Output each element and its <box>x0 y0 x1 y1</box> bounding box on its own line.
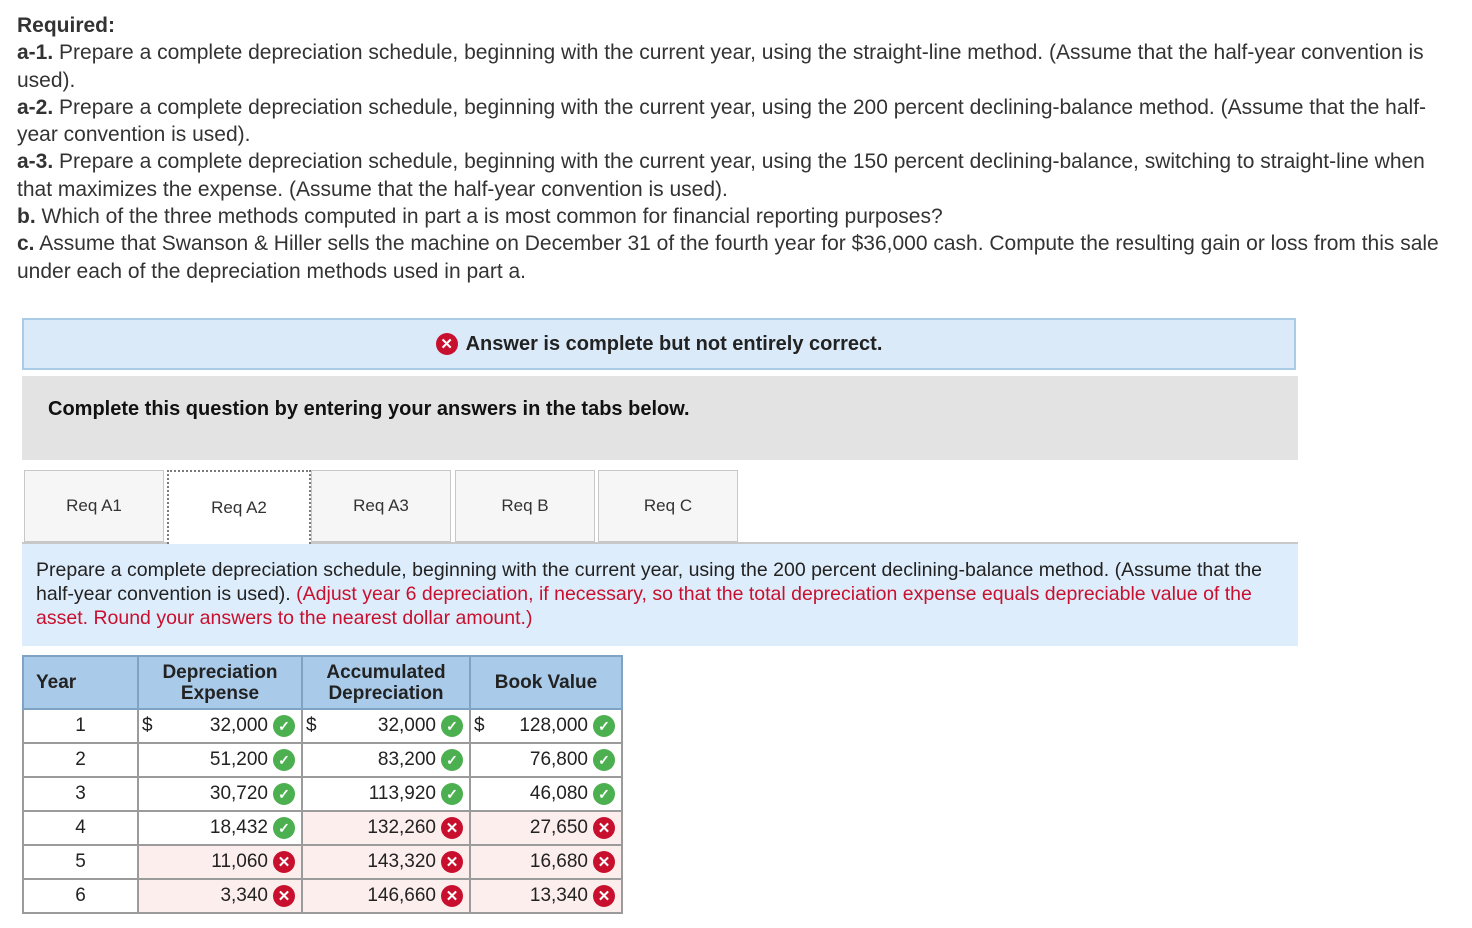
table-body <box>23 709 622 913</box>
table-row <box>23 879 622 913</box>
item-tag: a-2. <box>17 95 54 119</box>
question-note: (Adjust year 6 depreciation, if necessary, so that the total depreciation expense equals depreciable value of the asset. Round your answers to the nearest dollar amount.) <box>36 583 1252 629</box>
check-icon: ✓ <box>273 817 295 839</box>
accumulated-depreciation-value: 113,920 <box>368 783 436 804</box>
required-item-c <box>17 230 1447 285</box>
accumulated-depreciation-value: 146,660 <box>367 885 436 906</box>
accumulated-depreciation-value: 132,260 <box>367 817 436 838</box>
book-value-cell[interactable] <box>470 709 622 743</box>
required-section <box>17 12 1447 285</box>
book-value-value: 27,650 <box>529 817 588 838</box>
book-value-value: 76,800 <box>529 749 588 770</box>
item-text: Prepare a complete depreciation schedule, beginning with the current year, using the 200 percent declining-balance method. (Assume that the half-year convention is used). <box>17 95 1427 147</box>
depreciation-expense-value: 30,720 <box>209 783 268 804</box>
accumulated-depreciation-cell[interactable] <box>302 777 470 811</box>
tab-bar <box>22 470 1298 544</box>
depreciation-expense-value: 11,060 <box>211 851 268 872</box>
year-cell: 6 <box>23 879 138 913</box>
tab-label: Req A3 <box>353 496 409 515</box>
check-icon: ✓ <box>273 715 295 737</box>
header-line: Depreciation <box>328 682 444 704</box>
item-text: Assume that Swanson & Hiller sells the machine on December 31 of the fourth year for $36,000 cash. Compute the resulting gain or loss from this sale under each of the depreciation methods used in part a. <box>17 232 1439 283</box>
tab-label: Req A2 <box>211 498 267 517</box>
depreciation-expense-cell[interactable] <box>138 743 302 777</box>
depreciation-expense-value: 18,432 <box>209 817 268 838</box>
tab-label: Req B <box>501 496 549 515</box>
item-text: Prepare a complete depreciation schedule, beginning with the current year, using the straight-line method. (Assume that the half-year convention is used). <box>17 41 1424 92</box>
depreciation-expense-value: 3,340 <box>220 885 268 906</box>
year-cell: 2 <box>23 743 138 777</box>
book-value-cell[interactable] <box>470 879 622 913</box>
accumulated-depreciation-cell[interactable] <box>302 811 470 845</box>
instructions-panel <box>22 376 1298 460</box>
question-text: Prepare a complete depreciation schedule, beginning with the current year, using the 200 percent declining-balance method. (Assume that the half-year convention is used). <box>36 559 1263 605</box>
book-value-cell[interactable] <box>470 811 622 845</box>
currency-symbol: $ <box>142 715 153 736</box>
tab-req-c[interactable] <box>598 470 738 542</box>
table-row <box>23 743 622 777</box>
header-year: Year <box>23 656 138 709</box>
tab-req-b[interactable] <box>455 470 595 542</box>
header-line: Accumulated <box>326 661 446 683</box>
depreciation-expense-cell[interactable] <box>138 879 302 913</box>
table-row <box>23 709 622 743</box>
instructions-text: Complete this question by entering your answers in the tabs below. <box>48 398 690 420</box>
check-icon: ✓ <box>593 783 615 805</box>
table-row <box>23 777 622 811</box>
accumulated-depreciation-cell[interactable] <box>302 709 470 743</box>
table-row <box>23 845 622 879</box>
check-icon: ✓ <box>593 715 615 737</box>
x-icon: ✕ <box>441 885 463 907</box>
book-value-value: 128,000 <box>519 715 588 736</box>
check-icon: ✓ <box>441 749 463 771</box>
tab-label: Req A1 <box>66 496 122 515</box>
accumulated-depreciation-cell[interactable] <box>302 879 470 913</box>
x-icon: ✕ <box>273 885 295 907</box>
header-line: Depreciation <box>162 661 278 683</box>
item-tag: a-1. <box>17 41 54 65</box>
x-icon: ✕ <box>436 333 458 355</box>
answer-status-banner <box>22 318 1296 370</box>
currency-symbol: $ <box>474 715 485 736</box>
header-depreciation-expense <box>138 656 302 709</box>
x-icon: ✕ <box>593 851 615 873</box>
depreciation-schedule-table <box>22 655 623 914</box>
accumulated-depreciation-value: 32,000 <box>377 715 436 736</box>
depreciation-expense-value: 32,000 <box>209 715 268 736</box>
required-item-a2 <box>17 94 1447 149</box>
x-icon: ✕ <box>593 885 615 907</box>
book-value-cell[interactable] <box>470 743 622 777</box>
table-header-row <box>23 656 622 709</box>
banner-text: Answer is complete but not entirely correct. <box>465 332 883 355</box>
x-icon: ✕ <box>593 817 615 839</box>
required-item-a3 <box>17 148 1447 203</box>
currency-symbol: $ <box>306 715 317 736</box>
item-tag: b. <box>17 205 36 229</box>
check-icon: ✓ <box>593 749 615 771</box>
x-icon: ✕ <box>441 817 463 839</box>
header-book-value: Book Value <box>470 656 622 709</box>
accumulated-depreciation-cell[interactable] <box>302 845 470 879</box>
header-accumulated-depreciation <box>302 656 470 709</box>
table-row <box>23 811 622 845</box>
item-text: Prepare a complete depreciation schedule, beginning with the current year, using the 150 percent declining-balance, switching to straight-line when that maximizes the expense. (Assume that the half-year convention is used). <box>17 150 1425 201</box>
book-value-value: 16,680 <box>529 851 588 872</box>
check-icon: ✓ <box>273 749 295 771</box>
required-item-a1 <box>17 39 1447 94</box>
year-cell: 5 <box>23 845 138 879</box>
book-value-cell[interactable] <box>470 845 622 879</box>
book-value-value: 46,080 <box>529 783 588 804</box>
tab-label: Req C <box>643 496 693 515</box>
year-cell: 3 <box>23 777 138 811</box>
tab-req-a3[interactable] <box>311 470 451 542</box>
item-tag: c. <box>17 232 35 256</box>
accumulated-depreciation-cell[interactable] <box>302 743 470 777</box>
tab-req-a2[interactable] <box>167 470 311 544</box>
required-heading: Required: <box>17 14 116 37</box>
accumulated-depreciation-value: 83,200 <box>377 749 436 770</box>
book-value-cell[interactable] <box>470 777 622 811</box>
item-tag: a-3. <box>17 150 54 174</box>
x-icon: ✕ <box>273 851 295 873</box>
accumulated-depreciation-value: 143,320 <box>367 851 436 872</box>
x-icon: ✕ <box>441 851 463 873</box>
check-icon: ✓ <box>441 783 463 805</box>
tab-req-a1[interactable] <box>24 470 164 542</box>
header-line: Expense <box>180 682 260 704</box>
item-text: Which of the three methods computed in part a is most common for financial reporting purposes? <box>35 205 943 229</box>
check-icon: ✓ <box>273 783 295 805</box>
depreciation-expense-value: 51,200 <box>209 749 268 770</box>
book-value-value: 13,340 <box>529 885 588 906</box>
year-cell: 1 <box>23 709 138 743</box>
required-item-b <box>17 203 1447 230</box>
depreciation-expense-cell[interactable] <box>138 811 302 845</box>
depreciation-expense-cell[interactable] <box>138 709 302 743</box>
year-cell: 4 <box>23 811 138 845</box>
check-icon: ✓ <box>441 715 463 737</box>
depreciation-expense-cell[interactable] <box>138 845 302 879</box>
question-panel <box>22 544 1298 646</box>
depreciation-expense-cell[interactable] <box>138 777 302 811</box>
